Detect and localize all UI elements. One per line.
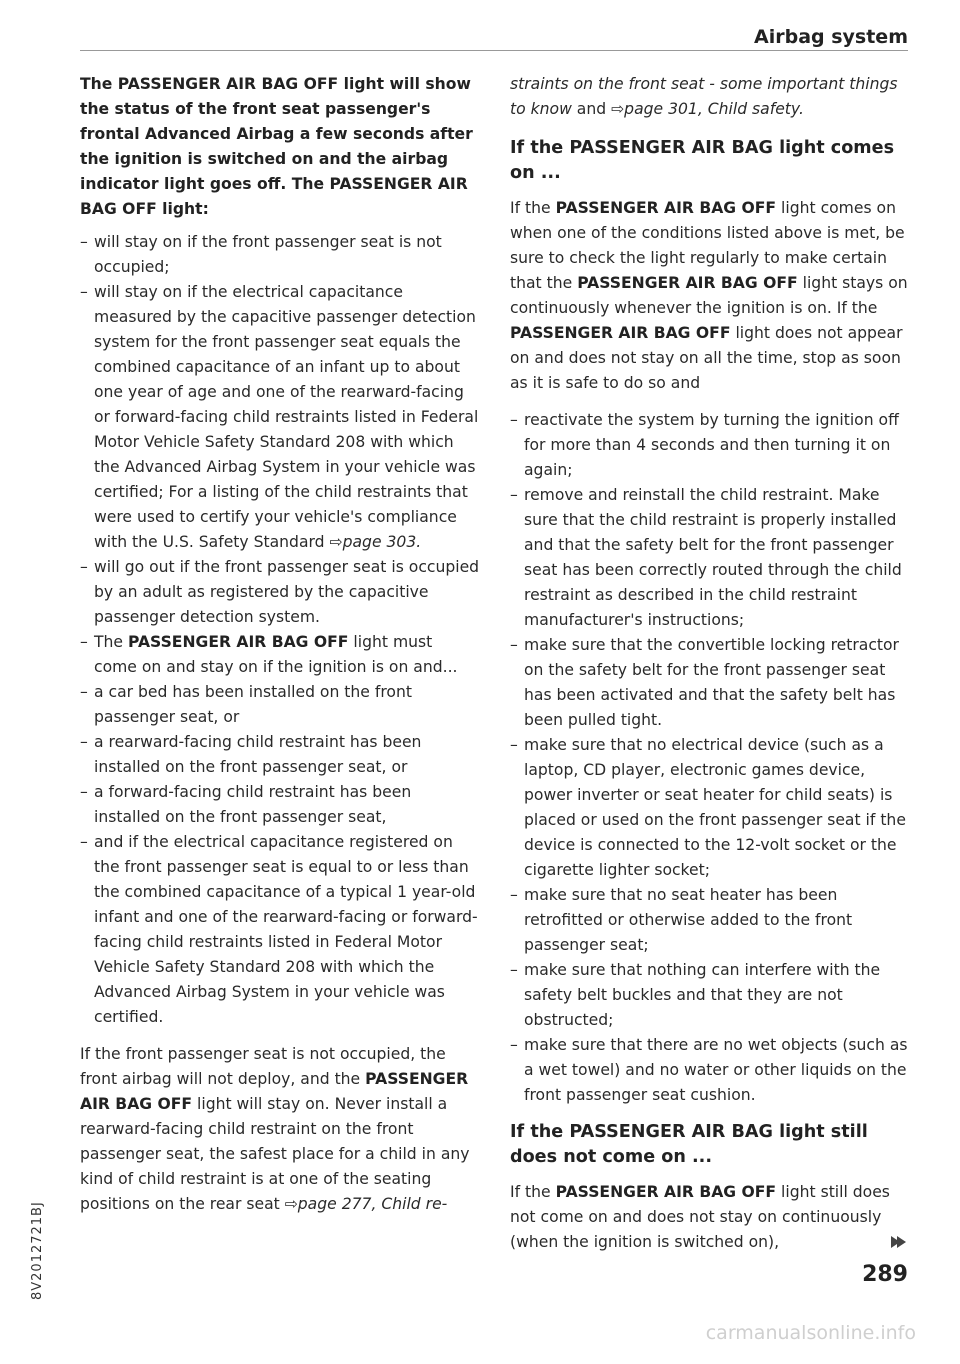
list-item: – will stay on if the front passenger seat is not occupied; (80, 233, 442, 276)
page-link[interactable]: ⇨page 301, Child safety. (611, 100, 804, 118)
list-item: – remove and reinstall the child restraint. Make sure that the child restraint is properly installed and that the safety belt for the front passenger seat has been correctly routed through the child restraint as described in the child restraint manufacturer's instructions; (510, 486, 902, 629)
body-paragraph: If the PASSENGER AIR BAG OFF light comes on when one of the conditions listed above is met, be sure to check the light regularly to make certain that the PASSENGER AIR BAG OFF light stays on continuously whenever the ignition is on. If the PASSENGER AIR BAG OFF light does not appear on and does not stay on all the time, stop as soon as it is safe to do so and (510, 199, 908, 392)
list-item: – make sure that there are no wet objects (such as a wet towel) and no water or other liquids on the front passenger seat cushion. (510, 1036, 908, 1104)
header-divider (80, 50, 908, 51)
list-item: – make sure that no electrical device (such as a laptop, CD player, electronic games device, power inverter or seat heater for child seats) is placed or used on the front passenger seat if the device is connected to the 12-volt socket or the cigarette lighter socket; (510, 736, 906, 879)
page-link[interactable]: ⇨page 277, Child re- (284, 1195, 448, 1213)
document-code: 8V2012721BJ (30, 1201, 45, 1300)
body-paragraph: If the front passenger seat is not occupied, the front airbag will not deploy, and the PASSENGER AIR BAG OFF light will stay on. Never install a rearward-facing child restraint on the front passenger seat, the safest place for a child in any kind of child restraint is at one of the seating positions on the rear seat ⇨page 277, Child re- (80, 1045, 470, 1213)
section-heading: If the PASSENGER AIR BAG light still does not come on ... (510, 1122, 868, 1167)
list-item: – make sure that nothing can interfere with the safety belt buckles and that they are not obstructed; (510, 961, 881, 1029)
status-list (80, 230, 480, 1030)
continuation-paragraph: straints on the front seat - some important things to know and ⇨page 301, Child safety. (510, 75, 898, 118)
list-item: – make sure that no seat heater has been retrofitted or otherwise added to the front passenger seat; (510, 886, 853, 954)
list-item: – a car bed has been installed on the front passenger seat, or (80, 683, 412, 726)
list-item: – reactivate the system by turning the ignition off for more than 4 seconds and then turning it on again; (510, 411, 899, 479)
action-list (510, 408, 910, 1108)
watermark: carmanualsonline.info (705, 1322, 916, 1344)
page-header-title: Airbag system (754, 26, 908, 48)
list-item: – and if the electrical capacitance registered on the front passenger seat is equal to or less than the combined capacitance of a typical 1 year-old infant and one of the rearward-facing or forward-facing child restraints listed in Federal Motor Vehicle Safety Standard 208 with which the Advanced Airbag System in your vehicle was certified. (80, 833, 478, 1026)
body-paragraph: If the PASSENGER AIR BAG OFF light still does not come on and does not stay on continuously (when the ignition is switched on), (510, 1183, 890, 1251)
intro-paragraph: The PASSENGER AIR BAG OFF light will show the status of the front seat passenger's frontal Advanced Airbag a few seconds after the ignition is switched on and the airbag indicator light goes off. The PASSENGER AIR BAG OFF light: (80, 75, 473, 218)
page-link[interactable]: straints on the front seat - some important things to know (510, 75, 898, 118)
section-heading: If the PASSENGER AIR BAG light comes on ... (510, 138, 895, 183)
list-item: – a rearward-facing child restraint has been installed on the front passenger seat, or (80, 733, 422, 776)
continue-arrow-icon (890, 1235, 906, 1249)
page-number: 289 (862, 1262, 908, 1287)
list-item: – make sure that the convertible locking retractor on the safety belt for the front passenger seat has been activated and that the safety belt has been pulled tight. (510, 636, 899, 729)
left-column (80, 72, 480, 1225)
list-item: – a forward-facing child restraint has been installed on the front passenger seat, (80, 783, 412, 826)
page-link[interactable]: ⇨page 303. (329, 533, 422, 551)
list-item: – will go out if the front passenger seat is occupied by an adult as registered by the capacitive passenger detection system. (80, 558, 480, 626)
list-item: – will stay on if the electrical capacitance measured by the capacitive passenger detection system for the front passenger seat equals the combined capacitance of an infant up to about one year of age and one of the rearward-facing or forward-facing child restraints listed in Federal Motor Vehicle Safety Standard 208 with which the Advanced Airbag System in your vehicle was certified; For a listing of the child restraints that were used to certify your vehicle's compliance with the U.S. Safety Standard ⇨page 303. (80, 283, 479, 551)
right-column (510, 72, 910, 1263)
list-item: – The PASSENGER AIR BAG OFF light must come on and stay on if the ignition is on and... (80, 633, 458, 676)
